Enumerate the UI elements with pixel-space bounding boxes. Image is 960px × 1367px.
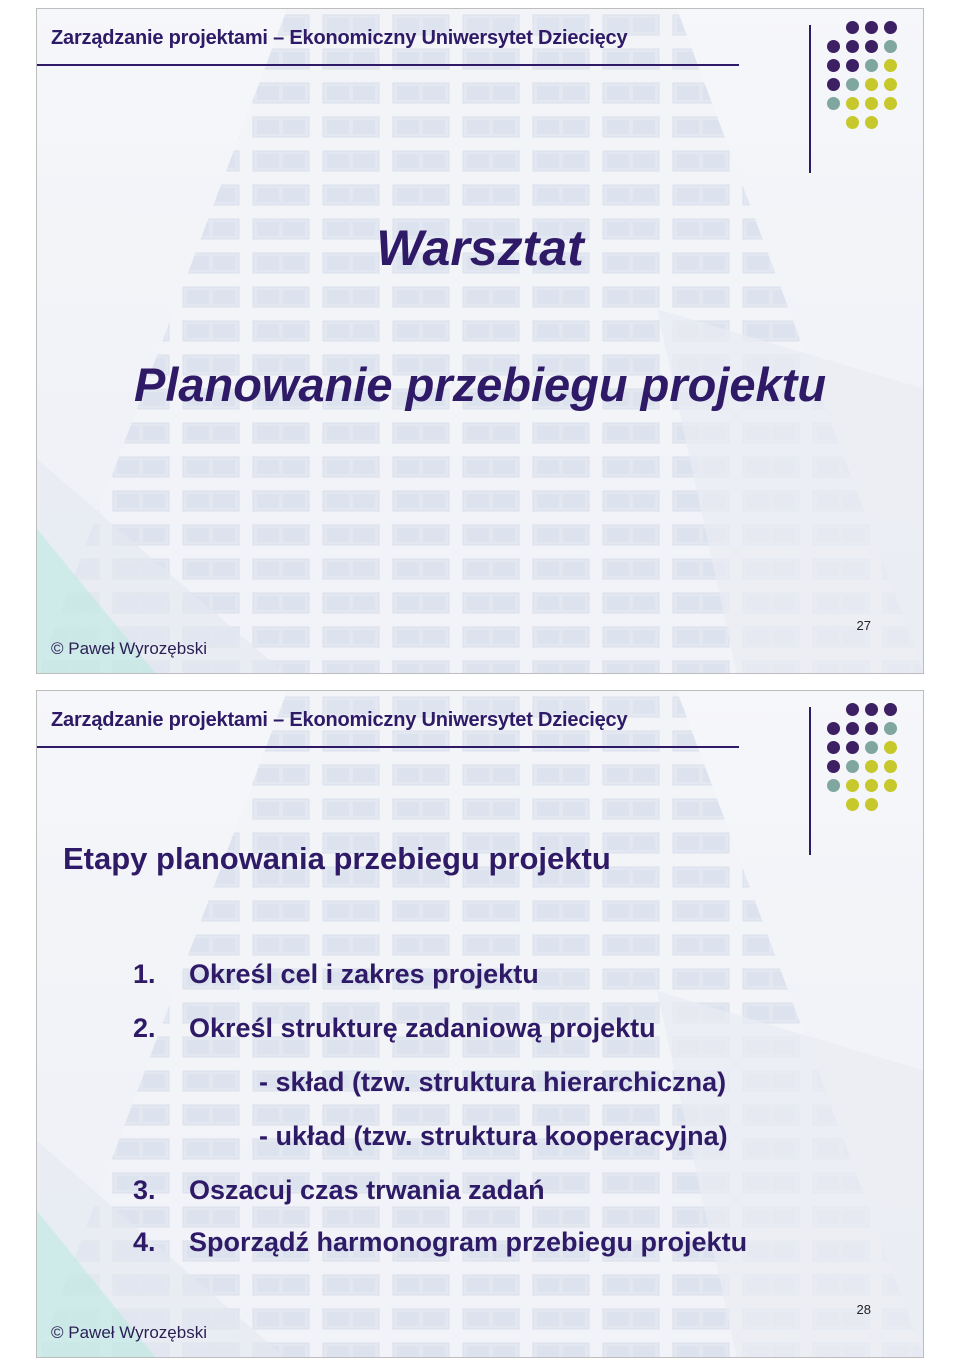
- logo-dot: [846, 59, 859, 72]
- logo-dot: [884, 40, 897, 53]
- header-rule: [37, 746, 739, 748]
- logo-dot: [827, 40, 840, 53]
- item-text: Określ cel i zakres projektu: [189, 959, 539, 989]
- slide-header: Zarządzanie projektami – Ekonomiczny Uniwersytet Dziecięcy: [51, 709, 628, 731]
- logo-dot: [884, 741, 897, 754]
- logo-dot: [846, 116, 859, 129]
- logo-dot: [846, 798, 859, 811]
- logo-dot: [884, 722, 897, 735]
- item-number: 4.: [133, 1227, 156, 1257]
- logo-dot: [827, 741, 840, 754]
- logo-dot: [865, 760, 878, 773]
- logo-dot: [846, 760, 859, 773]
- item-number: 3.: [133, 1175, 156, 1205]
- item-text: - skład (tzw. struktura hierarchiczna): [259, 1067, 727, 1097]
- logo-dot: [846, 97, 859, 110]
- item-number: 2.: [133, 1013, 156, 1043]
- logo-dot: [827, 97, 840, 110]
- logo-dot: [884, 703, 897, 716]
- logo-dot: [884, 21, 897, 34]
- vertical-rule: [809, 707, 811, 855]
- slide-1: [36, 8, 924, 674]
- header-rule: [37, 64, 739, 66]
- logo-dot: [865, 779, 878, 792]
- logo-dot: [846, 703, 859, 716]
- logo-dot: [846, 779, 859, 792]
- logo-dot: [865, 59, 878, 72]
- page-number: 27: [856, 618, 871, 633]
- item-number: 1.: [133, 959, 156, 989]
- logo-dot: [827, 59, 840, 72]
- item-text: Oszacuj czas trwania zadań: [189, 1175, 545, 1205]
- item-text: Sporządź harmonogram przebiegu projektu: [189, 1227, 748, 1257]
- logo-dot: [846, 78, 859, 91]
- logo-dot: [884, 97, 897, 110]
- logo-dot: [827, 760, 840, 773]
- logo-dot: [865, 703, 878, 716]
- logo-dot: [865, 798, 878, 811]
- page-number: 28: [856, 1302, 871, 1317]
- logo-dot: [865, 40, 878, 53]
- author-credit: © Paweł Wyrozębski: [51, 639, 207, 658]
- logo-dot: [865, 78, 878, 91]
- logo-dot: [884, 760, 897, 773]
- logo-dot: [884, 78, 897, 91]
- logo-dot: [865, 21, 878, 34]
- vertical-rule: [809, 25, 811, 173]
- building-background: [37, 9, 924, 674]
- logo-dot: [846, 722, 859, 735]
- logo-dot: [827, 722, 840, 735]
- logo-dot: [846, 21, 859, 34]
- slide-2: [36, 690, 924, 1358]
- logo-dot: [865, 116, 878, 129]
- slide-header: Zarządzanie projektami – Ekonomiczny Uniwersytet Dziecięcy: [51, 27, 628, 49]
- logo-dot: [827, 779, 840, 792]
- logo-dot: [846, 40, 859, 53]
- slide-subtitle: Planowanie przebiegu projektu: [133, 358, 827, 411]
- logo-dot: [884, 59, 897, 72]
- logo-dot: [865, 741, 878, 754]
- slide-title: Etapy planowania przebiegu projektu: [63, 841, 611, 876]
- logo-dot: [884, 779, 897, 792]
- logo-dot: [827, 78, 840, 91]
- author-credit: © Paweł Wyrozębski: [51, 1323, 207, 1342]
- logo-dot: [846, 741, 859, 754]
- logo-dot: [865, 97, 878, 110]
- slide-title: Warsztat: [376, 220, 584, 276]
- logo-dot: [865, 722, 878, 735]
- item-text: - układ (tzw. struktura kooperacyjna): [259, 1121, 728, 1151]
- item-text: Określ strukturę zadaniową projektu: [189, 1013, 656, 1043]
